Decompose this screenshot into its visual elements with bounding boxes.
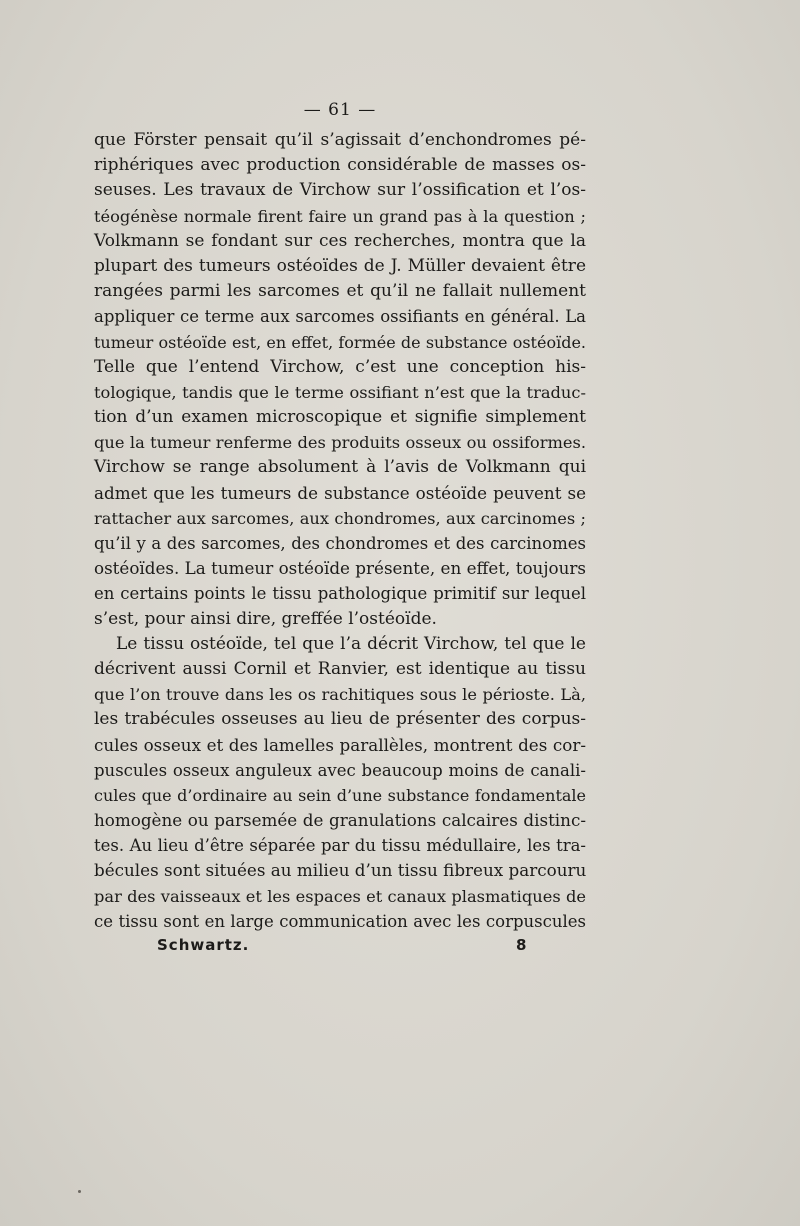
text-line: admet que les tumeurs de substance ostéoïde peuvent se [94, 482, 586, 503]
text-line: Telle que l’entend Virchow, c’est une conception his- [94, 356, 586, 377]
text-line: décrivent aussi Cornil et Ranvier, est identique au tissu [94, 658, 586, 679]
text-line: cules que d’ordinaire au sein d’une substance fondamentale [94, 785, 586, 805]
text-line: Virchow se range absolument à l’avis de Volkmann qui [94, 457, 586, 478]
text-line: Le tissu ostéoïde, tel que l’a décrit Virchow, tel que le [116, 633, 586, 654]
text-line: Volkmann se fondant sur ces recherches, montra que la [94, 230, 586, 251]
text-line: par des vaisseaux et les espaces et canaux plasmatiques de [94, 886, 586, 906]
text-line: les trabécules osseuses au lieu de présenter des corpus- [94, 709, 586, 730]
text-line: que l’on trouve dans les os rachitiques sous le périoste. Là, [94, 685, 586, 705]
text-line: s’est, pour ainsi dire, greffée l’ostéoïde. [94, 608, 437, 629]
body-text [94, 128, 586, 934]
text-line: téogénèse normale firent faire un grand pas à la question ; [94, 206, 586, 226]
text-line: appliquer ce terme aux sarcomes ossifiants en général. La [94, 307, 586, 327]
text-line: rattacher aux sarcomes, aux chondromes, aux carcinomes ; [94, 508, 586, 528]
text-line: bécules sont situées au milieu d’un tissu fibreux parcouru [94, 860, 587, 881]
text-line: ce tissu sont en large communication avec les corpuscules [94, 911, 586, 931]
paragraph-1 [94, 128, 586, 632]
text-line: que la tumeur renferme des produits osseux ou ossiformes. [94, 433, 586, 453]
text-line: ostéoïdes. La tumeur ostéoïde présente, en effet, toujours [94, 558, 586, 579]
text-line: homogène ou parsemée de granulations calcaires distinc- [94, 810, 586, 831]
paper-speck [78, 1190, 81, 1193]
text-line: tumeur ostéoïde est, en effet, formée de substance ostéoïde. [94, 332, 586, 352]
text-line: puscules osseux anguleux avec beaucoup moins de canali- [94, 760, 586, 780]
text-line: tion d’un examen microscopique et signifie simplement [94, 407, 586, 428]
signature-mark: 8 [516, 936, 527, 954]
text-line: en certains points le tissu pathologique primitif sur lequel [94, 584, 586, 604]
text-line: riphériques avec production considérable de masses os- [94, 155, 586, 176]
text-line: rangées parmi les sarcomes et qu’il ne fallait nullement [94, 281, 586, 302]
page-number: — 61 — [303, 100, 377, 120]
footer-author: Schwartz. [157, 936, 250, 954]
text-line: qu’il y a des sarcomes, des chondromes et des carcinomes [94, 534, 586, 553]
text-line: tologique, tandis que le terme ossifiant n’est que la traduc- [94, 382, 586, 402]
paragraph-2 [94, 632, 586, 934]
text-line: cules osseux et des lamelles parallèles, montrent des cor- [94, 734, 586, 755]
text-line: seuses. Les travaux de Virchow sur l’ossification et l’os- [94, 180, 586, 201]
text-line: tes. Au lieu d’être séparée par du tissu médullaire, les tra- [94, 836, 586, 856]
text-line: que Förster pensait qu’il s’agissait d’enchondromes pé- [94, 130, 586, 150]
text-line: plupart des tumeurs ostéoïdes de J. Müller devaient être [94, 255, 586, 276]
